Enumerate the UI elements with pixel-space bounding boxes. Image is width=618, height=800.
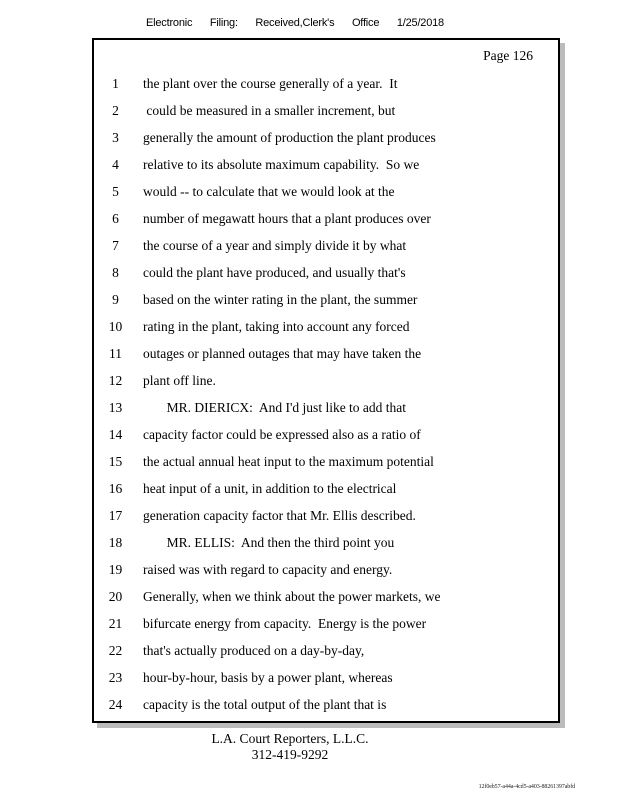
reporter-company: L.A. Court Reporters, L.L.C. bbox=[211, 731, 369, 746]
line-number: 18 bbox=[108, 535, 123, 550]
transcript-line bbox=[94, 367, 558, 394]
line-number: 14 bbox=[108, 427, 123, 442]
line-number: 24 bbox=[108, 697, 123, 712]
transcript-line bbox=[94, 421, 558, 448]
transcript-line bbox=[94, 340, 558, 367]
line-text: Generally, when we think about the power markets, we bbox=[143, 589, 441, 604]
line-text: capacity is the total output of the plant that is bbox=[143, 697, 387, 712]
transcript-line bbox=[94, 259, 558, 286]
line-text: bifurcate energy from capacity. Energy is the power bbox=[143, 616, 427, 631]
line-text: MR. ELLIS: And then the third point you bbox=[143, 535, 395, 550]
reporter-phone: 312-419-9292 bbox=[251, 746, 329, 762]
transcript-page bbox=[92, 38, 560, 723]
line-number: 16 bbox=[108, 481, 123, 496]
line-text: generation capacity factor that Mr. Ellis described. bbox=[143, 508, 416, 523]
transcript-line bbox=[94, 448, 558, 475]
transcript-line bbox=[94, 583, 558, 610]
transcript-line bbox=[94, 124, 558, 151]
transcript-line bbox=[94, 232, 558, 259]
line-text: relative to its absolute maximum capability. So we bbox=[143, 157, 420, 172]
transcript-line bbox=[94, 691, 558, 718]
transcript-line bbox=[94, 529, 558, 556]
line-number: 11 bbox=[109, 346, 122, 361]
line-text: hour-by-hour, basis by a power plant, whereas bbox=[143, 670, 393, 685]
line-number: 9 bbox=[112, 292, 119, 307]
line-text: based on the winter rating in the plant, the summer bbox=[143, 292, 418, 307]
transcript-line bbox=[94, 664, 558, 691]
page-number-label: Page 126 bbox=[483, 48, 533, 63]
line-text: the course of a year and simply divide it by what bbox=[143, 238, 407, 253]
filing-header-word: Office bbox=[351, 17, 380, 29]
line-text: heat input of a unit, in addition to the electrical bbox=[143, 481, 397, 496]
line-number: 3 bbox=[112, 130, 119, 145]
transcript-line bbox=[94, 556, 558, 583]
reporter-footer bbox=[130, 731, 450, 762]
line-text: generally the amount of production the plant produces bbox=[143, 130, 436, 145]
transcript-line bbox=[94, 637, 558, 664]
transcript-line bbox=[94, 97, 558, 124]
line-number: 10 bbox=[108, 319, 123, 334]
line-text: raised was with regard to capacity and energy. bbox=[143, 562, 393, 577]
filing-header bbox=[146, 17, 444, 29]
filing-header-date: 1/25/2018 bbox=[396, 17, 444, 29]
transcript-line bbox=[94, 178, 558, 205]
line-number: 8 bbox=[112, 265, 119, 280]
line-text: the actual annual heat input to the maximum potential bbox=[143, 454, 434, 469]
line-text: would -- to calculate that we would look at the bbox=[143, 184, 395, 199]
line-number: 12 bbox=[108, 373, 123, 388]
line-number: 6 bbox=[112, 211, 119, 226]
transcript-line bbox=[94, 286, 558, 313]
line-number: 2 bbox=[112, 103, 119, 118]
filing-header-word: Received,Clerk's bbox=[255, 17, 335, 29]
transcript-line bbox=[94, 313, 558, 340]
line-number: 21 bbox=[108, 616, 123, 631]
line-number: 20 bbox=[108, 589, 123, 604]
transcript-line bbox=[94, 502, 558, 529]
transcript-line bbox=[94, 610, 558, 637]
line-number: 15 bbox=[108, 454, 123, 469]
line-number: 17 bbox=[108, 508, 123, 523]
line-text: could be measured in a smaller increment, but bbox=[143, 103, 396, 118]
line-number: 1 bbox=[112, 76, 119, 91]
line-number: 13 bbox=[108, 400, 123, 415]
transcript-line bbox=[94, 475, 558, 502]
line-number: 7 bbox=[112, 238, 119, 253]
document-id: 12f0eb57-a44a-4cd5-a403-88261397abfd bbox=[478, 784, 575, 790]
transcript-line bbox=[94, 151, 558, 178]
line-number: 5 bbox=[112, 184, 119, 199]
transcript-line bbox=[94, 70, 558, 97]
line-number: 19 bbox=[108, 562, 123, 577]
line-number: 23 bbox=[108, 670, 123, 685]
transcript-line bbox=[94, 205, 558, 232]
line-text: could the plant have produced, and usually that's bbox=[143, 265, 406, 280]
line-text: outages or planned outages that may have taken the bbox=[143, 346, 422, 361]
transcript-line bbox=[94, 394, 558, 421]
line-number: 4 bbox=[112, 157, 119, 172]
line-text: number of megawatt hours that a plant produces over bbox=[143, 211, 431, 226]
line-text: plant off line. bbox=[143, 373, 216, 388]
line-text: capacity factor could be expressed also as a ratio of bbox=[143, 427, 421, 442]
filing-header-word: Filing: bbox=[209, 17, 238, 29]
transcript-lines bbox=[94, 70, 558, 718]
line-text: rating in the plant, taking into account any forced bbox=[143, 319, 410, 334]
line-text: the plant over the course generally of a year. It bbox=[143, 76, 398, 91]
line-text: MR. DIERICX: And I'd just like to add that bbox=[143, 400, 407, 415]
filing-header-word: Electronic bbox=[146, 17, 193, 29]
line-text: that's actually produced on a day-by-day, bbox=[143, 643, 365, 658]
line-number: 22 bbox=[108, 643, 123, 658]
